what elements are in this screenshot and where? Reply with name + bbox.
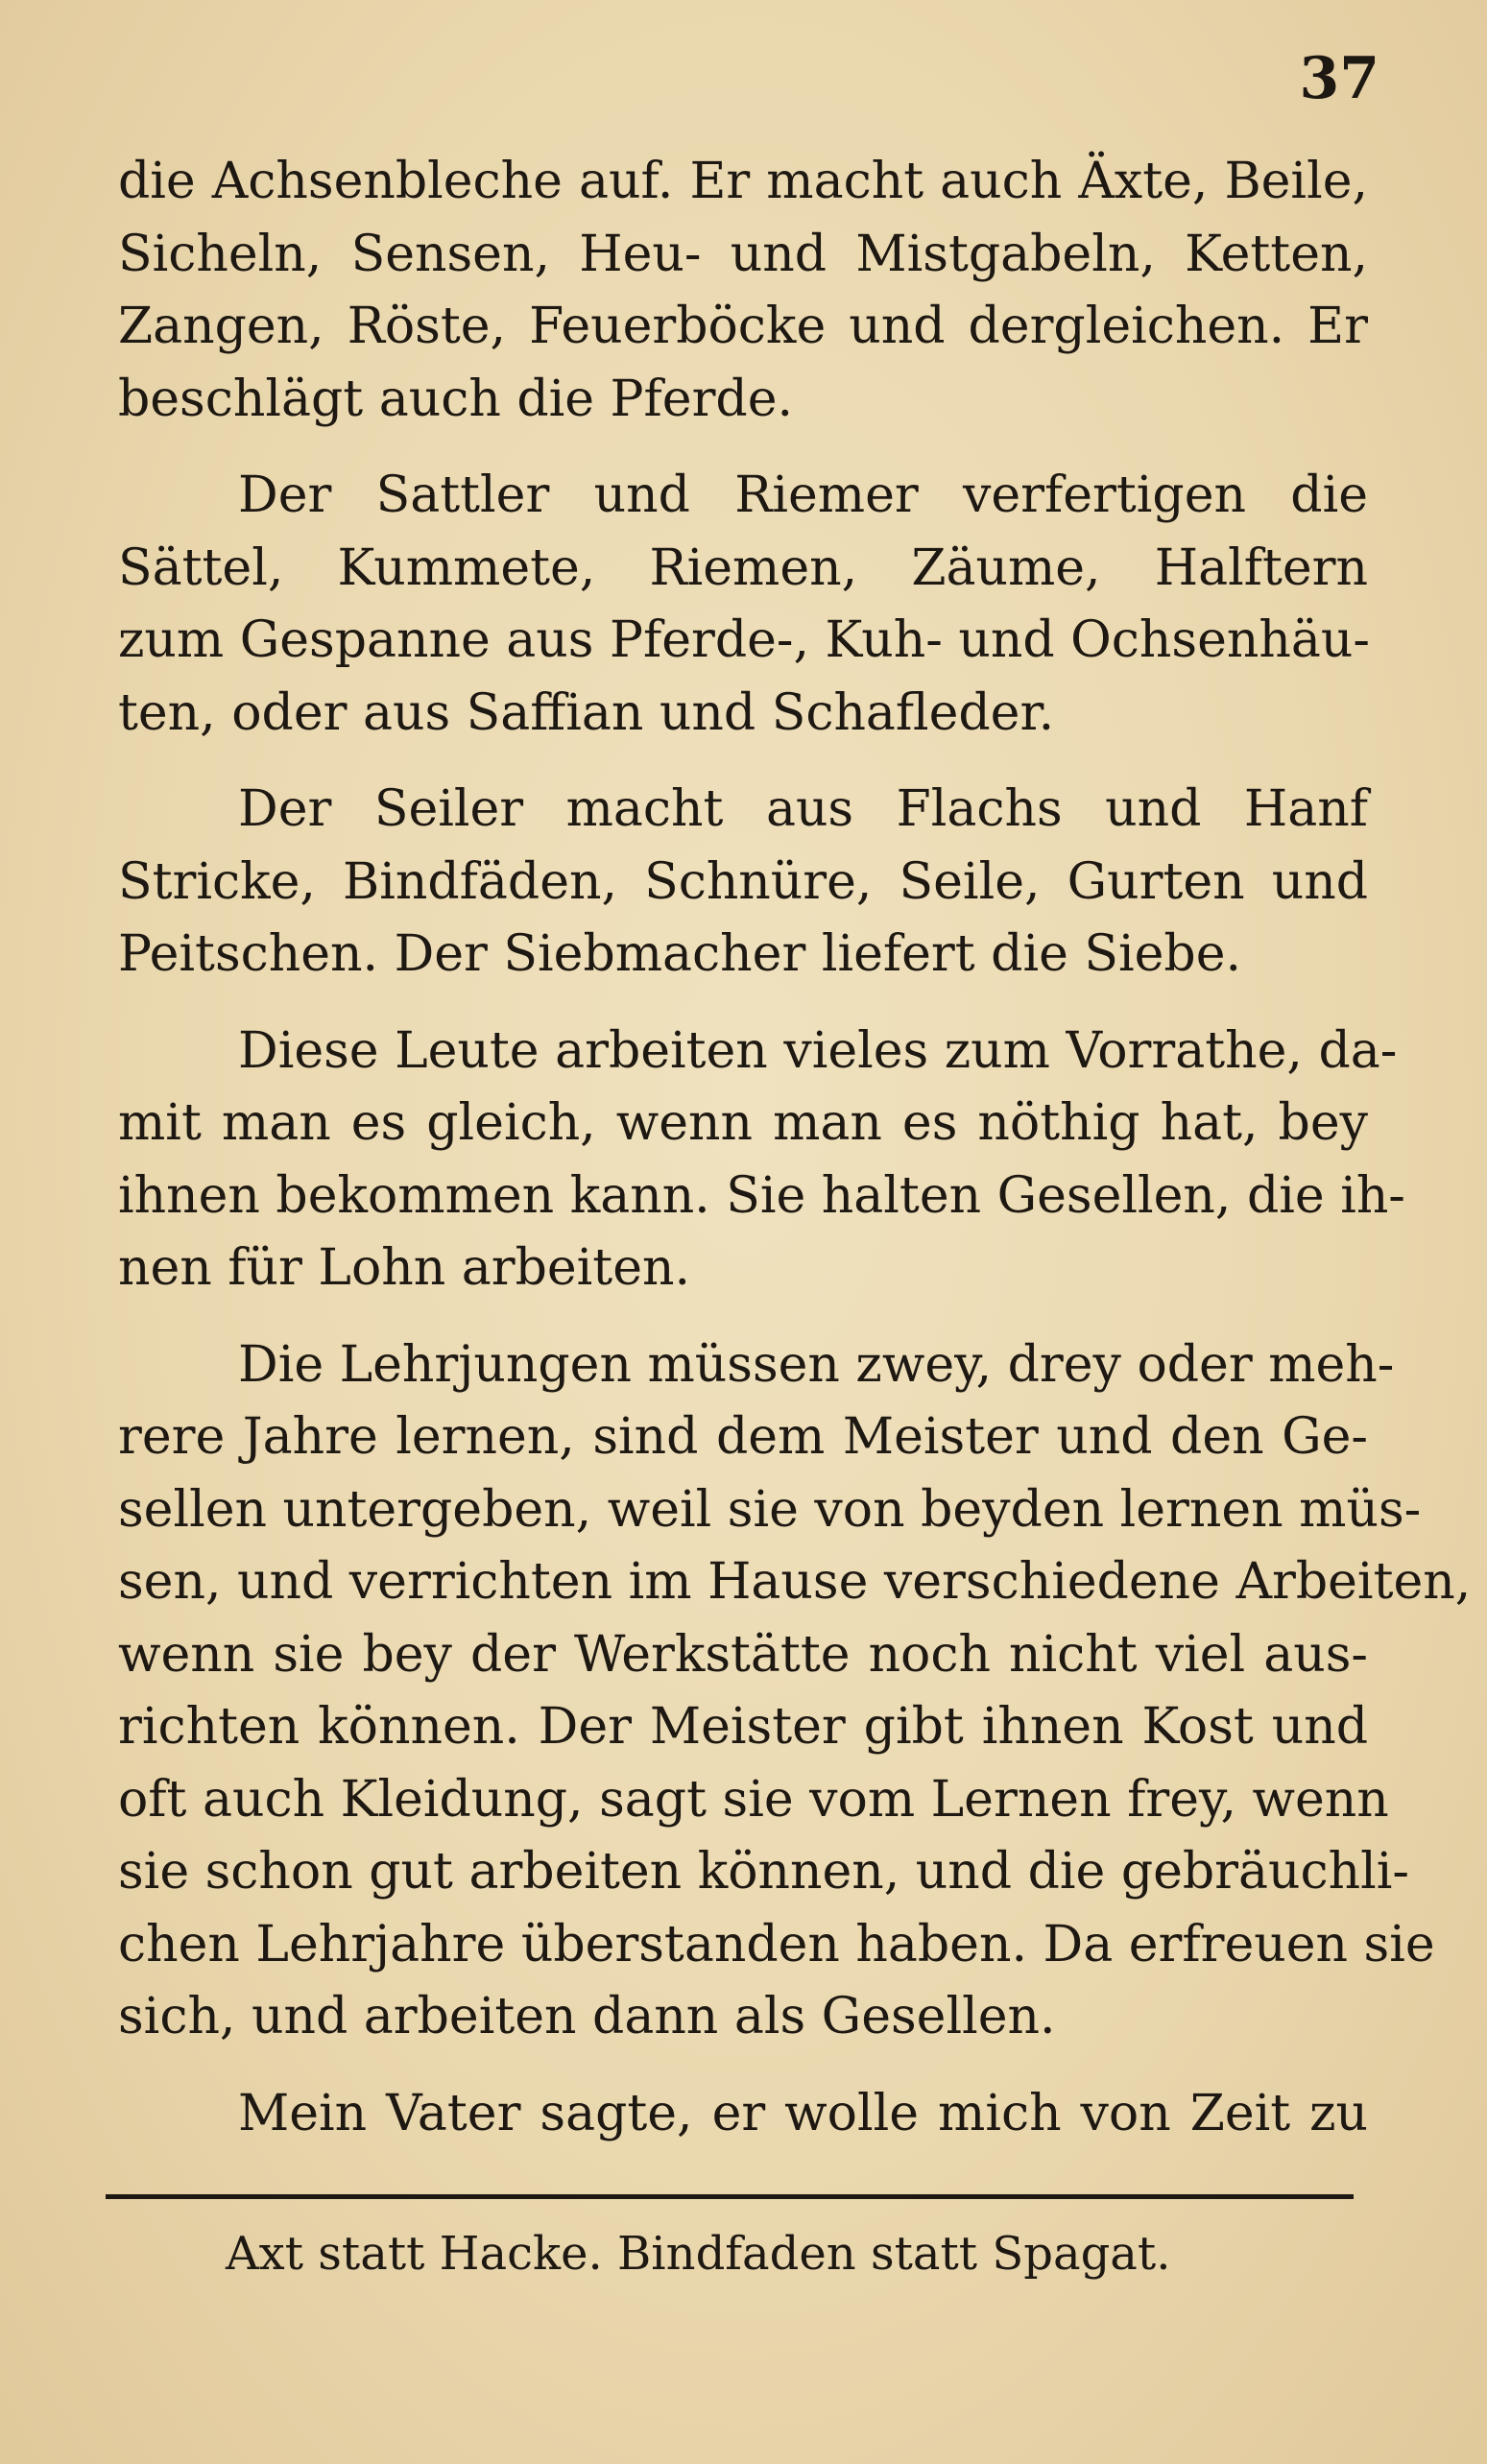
text-line: mit man es gleich, wenn man es nöthig hat, bey [118,1094,1368,1152]
text-line: Sättel, Kummete, Riemen, Zäume, Halftern [118,538,1368,597]
text-line: zum Gespanne aus Pferde-, Kuh- und Ochsenhäu- [118,611,1370,669]
text-line: nen für Lohn arbeiten. [118,1239,690,1297]
text-line: ten, oder aus Saffian und Schafleder. [118,683,1055,742]
text-line: Sicheln, Sensen, Heu- und Mistgabeln, Ketten, [118,225,1368,283]
text-line: rere Jahre lernen, sind dem Meister und den Ge- [118,1408,1368,1466]
text-line: chen Lehrjahre überstanden haben. Da erfreuen sie [118,1915,1435,1974]
text-line: Peitschen. Der Siebmacher liefert die Siebe. [118,925,1241,983]
text-line: Der Sattler und Riemer verfertigen die [238,466,1368,524]
footnote: Axt statt Hacke. Bindfaden statt Spagat. [226,2227,1171,2281]
text-line: sich, und arbeiten dann als Gesellen. [118,1988,1056,2045]
text-line: sellen untergeben, weil sie von beyden lernen müs- [118,1480,1422,1539]
text-line: sen, und verrichten im Hause verschiedene Arbeiten, [118,1553,1472,1611]
body-text [118,146,1472,2150]
text-line: beschlägt auch die Pferde. [118,370,794,428]
text-line: Der Seiler macht aus Flachs und Hanf [238,780,1368,838]
page-number: 37 [1299,45,1379,112]
text-line: oft auch Kleidung, sagt sie vom Lernen frey, wenn [118,1770,1389,1829]
text-line: Die Lehrjungen müssen zwey, drey oder meh- [238,1335,1395,1394]
text-line: Stricke, Bindfäden, Schnüre, Seile, Gurten und [118,852,1368,911]
text-line: ihnen bekommen kann. Sie halten Gesellen, die ih- [118,1166,1405,1225]
text-line: die Achsenbleche auf. Er macht auch Äxte, Beile, [118,153,1368,210]
text-line: Diese Leute arbeiten vieles zum Vorrathe, da- [238,1021,1398,1080]
text-line: richten können. Der Meister gibt ihnen Kost und [118,1698,1368,1756]
text-line: sie schon gut arbeiten können, und die gebräuchli- [118,1843,1409,1901]
text-line: Mein Vater sagte, er wolle mich von Zeit zu [238,2084,1368,2142]
text-line: wenn sie bey der Werkstätte noch nicht viel aus- [118,1625,1368,1684]
footnote-divider [106,2194,1354,2199]
text-line: Zangen, Röste, Feuerböcke und dergleichen. Er [118,298,1368,355]
